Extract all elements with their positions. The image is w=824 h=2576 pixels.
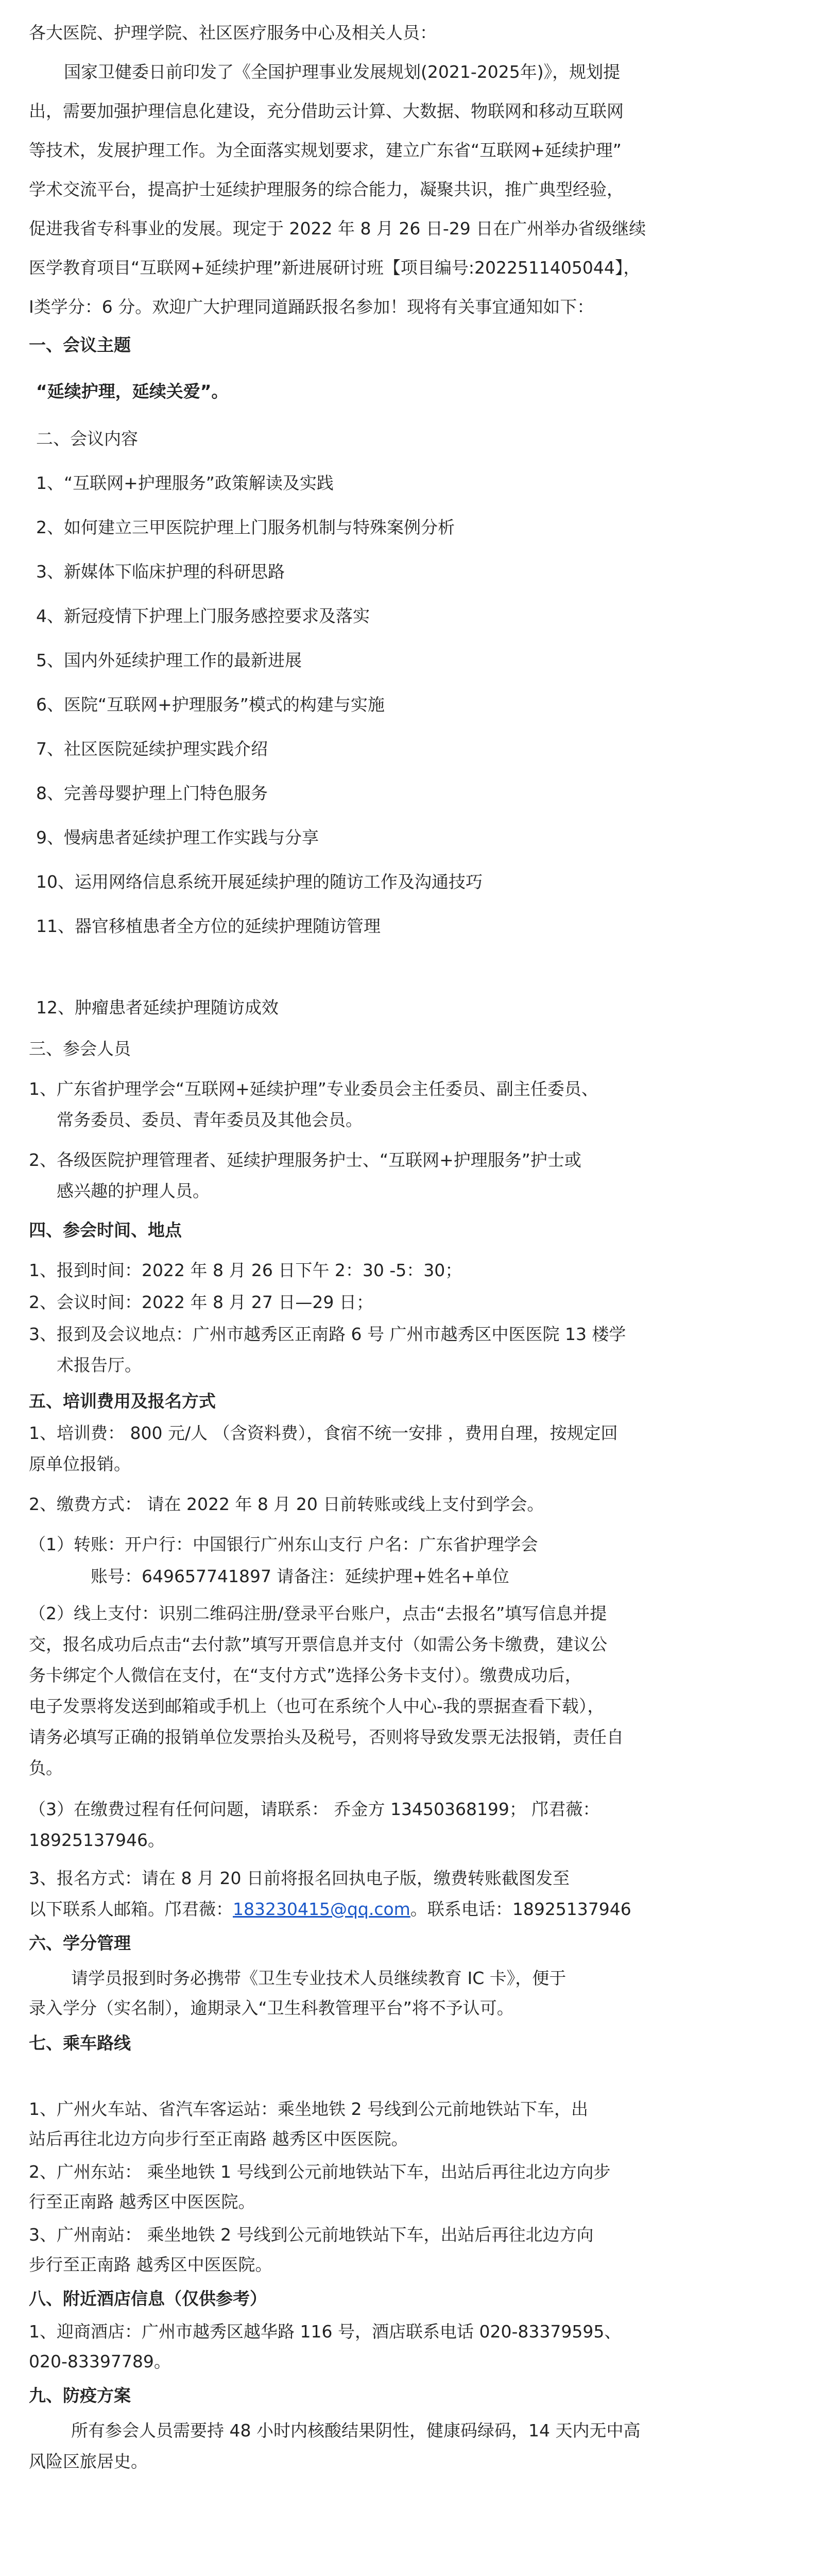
schedule-line: 3、报到及会议地点：广州市越秀区正南路 6 号 广州市越秀区中医医院 13 楼学 (29, 1324, 626, 1344)
schedule-line: 2、会议时间：2022 年 8 月 27 日—29 日； (29, 1292, 373, 1312)
section-heading: 七、乘车路线 (29, 2033, 131, 2053)
epidemic-line: 所有参会人员需要持 48 小时内核酸结果阴性，健康码绿码，14 天内无中高 (71, 2420, 641, 2441)
register-line (29, 1898, 631, 1921)
section-heading: 四、参会时间、地点 (29, 1220, 182, 1240)
content-item: 10、运用网络信息系统开展延续护理的随访工作及沟通技巧 (36, 872, 483, 892)
online-pay-line: （2）线上支付：识别二维码注册/登录平台账户，点击“去报名”填写信息并提 (29, 1603, 607, 1623)
content-item: 9、慢病患者延续护理工作实践与分享 (36, 827, 319, 848)
intro-line: 促进我省专科事业的发展。现定于 2022 年 8 月 26 日-29 日在广州举办省级继续 (29, 218, 646, 239)
content-item: 6、医院“互联网+护理服务”模式的构建与实施 (36, 694, 385, 715)
attendee-line: 常务委员、委员、青年委员及其他会员。 (57, 1110, 363, 1130)
route-line: 步行至正南路 越秀区中医医院。 (29, 2255, 272, 2275)
attendee-line: 1、广东省护理学会“互联网+延续护理”专业委员会主任委员、副主任委员、 (29, 1079, 598, 1099)
content-item: 1、“互联网+护理服务”政策解读及实践 (36, 473, 334, 493)
email-link[interactable]: 183230415@qq.com (233, 1899, 410, 1919)
transfer-line: 账号：649657741897 请备注：延续护理+姓名+单位 (91, 1566, 509, 1586)
route-line: 3、广州南站： 乘坐地铁 2 号线到公元前地铁站下车，出站后再往北边方向 (29, 2225, 594, 2245)
schedule-line: 1、报到时间：2022 年 8 月 26 日下午 2：30 -5：30； (29, 1260, 462, 1280)
content-item: 8、完善母婴护理上门特色服务 (36, 783, 268, 803)
route-line: 2、广州东站： 乘坐地铁 1 号线到公元前地铁站下车，出站后再往北边方向步 (29, 2162, 611, 2182)
hotel-line: 1、迎商酒店：广州市越秀区越华路 116 号，酒店联系电话 020-83379595、 (29, 2321, 622, 2342)
intro-line: 医学教育项目“互联网+延续护理”新进展研讨班【项目编号:2022511405044】， (29, 258, 641, 278)
hotel-line: 020-83397789。 (29, 2351, 171, 2371)
online-pay-line: 请务必填写正确的报销单位发票抬头及税号，否则将导致发票无法报销，责任自 (29, 1727, 624, 1747)
intro-line: 国家卫健委日前印发了《全国护理事业发展规划(2021-2025年)》，规划提 (64, 62, 621, 82)
credit-line: 录入学分（实名制），逾期录入“卫生科教管理平台”将不予认可。 (29, 1998, 514, 2018)
online-pay-line: 交，报名成功后点击“去付款”填写开票信息并支付（如需公务卡缴费，建议公 (29, 1634, 608, 1654)
transfer-line: （1）转账：开户行：中国银行广州东山支行 户名：广东省护理学会 (29, 1534, 538, 1554)
content-item: 12、肿瘤患者延续护理随访成效 (36, 997, 279, 1018)
fee-line: 原单位报销。 (29, 1454, 131, 1474)
content-item: 2、如何建立三甲医院护理上门服务机制与特殊案例分析 (36, 517, 455, 537)
register-prefix: 以下联系人邮箱。邝君薇： (29, 1899, 233, 1919)
intro-line: 出，需要加强护理信息化建设，充分借助云计算、大数据、物联网和移动互联网 (29, 101, 624, 121)
contact-line: 18925137946。 (29, 1830, 165, 1850)
section-heading: 六、学分管理 (29, 1933, 131, 1953)
fee-line: 1、培训费： 800 元/人 （含资料费），食宿不统一安排 ，费用自理，按规定回 (29, 1423, 618, 1443)
route-line: 1、广州火车站、省汽车客运站：乘坐地铁 2 号线到公元前地铁站下车，出 (29, 2099, 588, 2119)
greeting: 各大医院、护理学院、社区医疗服务中心及相关人员： (29, 23, 437, 43)
section-heading: 五、培训费用及报名方式 (29, 1391, 216, 1411)
section-heading: 一、会议主题 (29, 335, 131, 355)
credit-line: 请学员报到时务必携带《卫生专业技术人员继续教育 IC 卡》，便于 (71, 1968, 566, 1988)
payment-line: 2、缴费方式： 请在 2022 年 8 月 20 日前转账或线上支付到学会。 (29, 1494, 544, 1514)
intro-line: Ⅰ类学分：6 分。欢迎广大护理同道踊跃报名参加！现将有关事宜通知如下： (29, 297, 594, 317)
route-line: 行至正南路 越秀区中医医院。 (29, 2192, 255, 2212)
attendee-line: 感兴趣的护理人员。 (57, 1181, 210, 1201)
section-heading: 九、防疫方案 (29, 2385, 131, 2405)
contact-line: （3）在缴费过程有任何问题，请联系： 乔金方 13450368199； 邝君薇： (29, 1799, 600, 1819)
section-heading: 二、会议内容 (36, 429, 138, 449)
online-pay-line: 务卡绑定个人微信在支付，在“支付方式”选择公务卡支付）。缴费成功后， (29, 1665, 582, 1685)
attendee-line: 2、各级医院护理管理者、延续护理服务护士、“互联网+护理服务”护士或 (29, 1150, 581, 1170)
route-line: 站后再往北边方向步行至正南路 越秀区中医医院。 (29, 2129, 408, 2149)
epidemic-line: 风险区旅居史。 (29, 2451, 148, 2471)
content-item: 4、新冠疫情下护理上门服务感控要求及落实 (36, 606, 370, 626)
content-item: 5、国内外延续护理工作的最新进展 (36, 650, 302, 670)
schedule-line: 术报告厅。 (57, 1355, 142, 1375)
content-item: 3、新媒体下临床护理的科研思路 (36, 562, 285, 582)
section-heading: 八、附近酒店信息（仅供参考） (29, 2289, 267, 2309)
register-line: 3、报名方式：请在 8 月 20 日前将报名回执电子版，缴费转账截图发至 (29, 1868, 570, 1888)
content-item: 7、社区医院延续护理实践介绍 (36, 739, 268, 759)
intro-line: 学术交流平台，提高护士延续护理服务的综合能力，凝聚共识，推广典型经验， (29, 179, 624, 199)
theme-text: “延续护理，延续关爱”。 (36, 381, 229, 401)
online-pay-line: 电子发票将发送到邮箱或手机上（也可在系统个人中心-我的票据查看下载）， (29, 1696, 605, 1716)
intro-line: 等技术，发展护理工作。为全面落实规划要求，建立广东省“互联网+延续护理” (29, 140, 622, 160)
section-heading: 三、参会人员 (29, 1039, 131, 1059)
register-phone: 。联系电话：18925137946 (410, 1899, 631, 1919)
content-item: 11、器官移植患者全方位的延续护理随访管理 (36, 916, 381, 936)
online-pay-line: 负。 (29, 1758, 63, 1778)
